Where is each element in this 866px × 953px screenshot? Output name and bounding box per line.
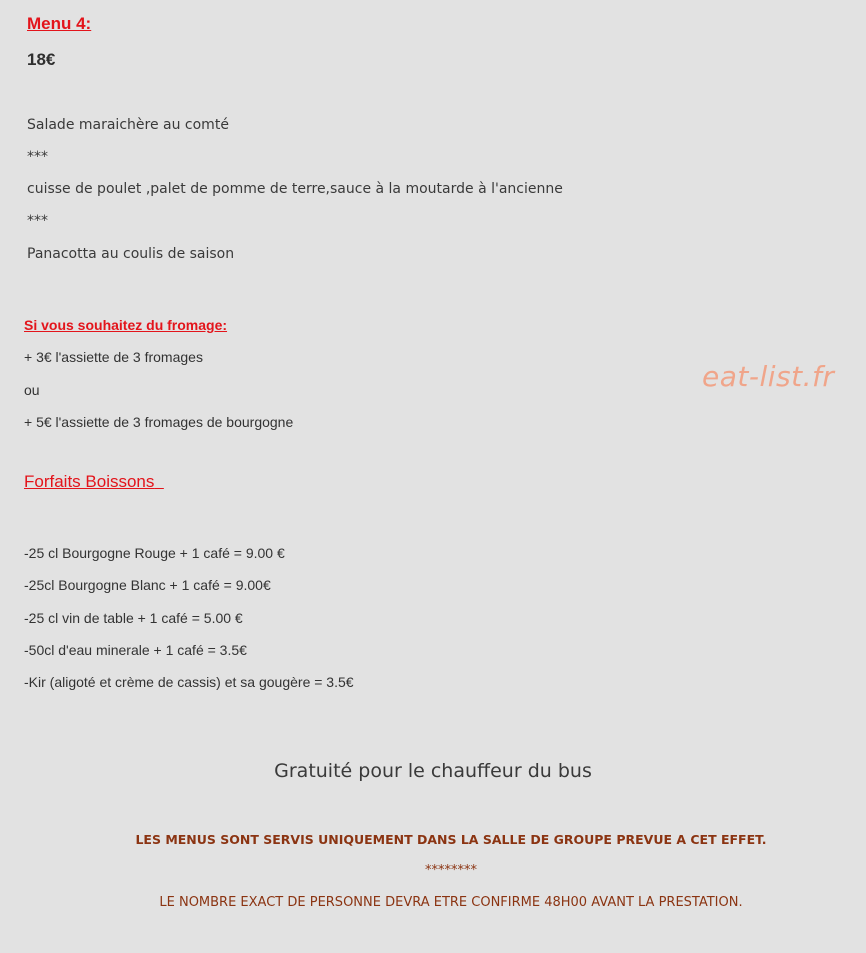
drink-item: -25 cl vin de table + 1 café = 5.00 € [24,610,243,626]
menu-price: 18€ [27,50,56,69]
course-separator: *** [27,213,48,229]
drink-item: -25 cl Bourgogne Rouge + 1 café = 9.00 € [24,545,285,561]
notice-group-room: LES MENUS SONT SERVIS UNIQUEMENT DANS LA SALLE DE GROUPE PREVUE A CET EFFET. [135,832,767,847]
cheese-heading: Si vous souhaitez du fromage: [24,317,228,333]
drink-item: -25cl Bourgogne Blanc + 1 café = 9.00€ [24,577,271,593]
course-main: cuisse de poulet ,palet de pomme de terre,sauce à la moutarde à l'ancienne [27,181,563,197]
cheese-or: ou [24,382,40,398]
course-dessert: Panacotta au coulis de saison [27,246,235,262]
drinks-heading-text: Forfaits Boissons [24,472,155,491]
free-driver-note: Gratuité pour le chauffeur du bus [274,760,592,782]
course-starter: Salade maraichère au comté [27,117,229,133]
notice-separator: ******** [425,863,477,878]
notice-confirmation: LE NOMBRE EXACT DE PERSONNE DEVRA ETRE CONFIRME 48H00 AVANT LA PRESTATION. [159,895,743,910]
watermark-logo: eat-list.fr [702,360,835,393]
course-separator: *** [27,149,48,165]
drinks-heading [24,472,164,492]
cheese-option: + 3€ l'assiette de 3 fromages [24,349,203,365]
drink-item: -50cl d'eau minerale + 1 café = 3.5€ [24,642,247,658]
menu-title: Menu 4: [27,14,92,33]
drink-item: -Kir (aligoté et crème de cassis) et sa gougère = 3.5€ [24,674,354,690]
cheese-option: + 5€ l'assiette de 3 fromages de bourgogne [24,414,294,430]
